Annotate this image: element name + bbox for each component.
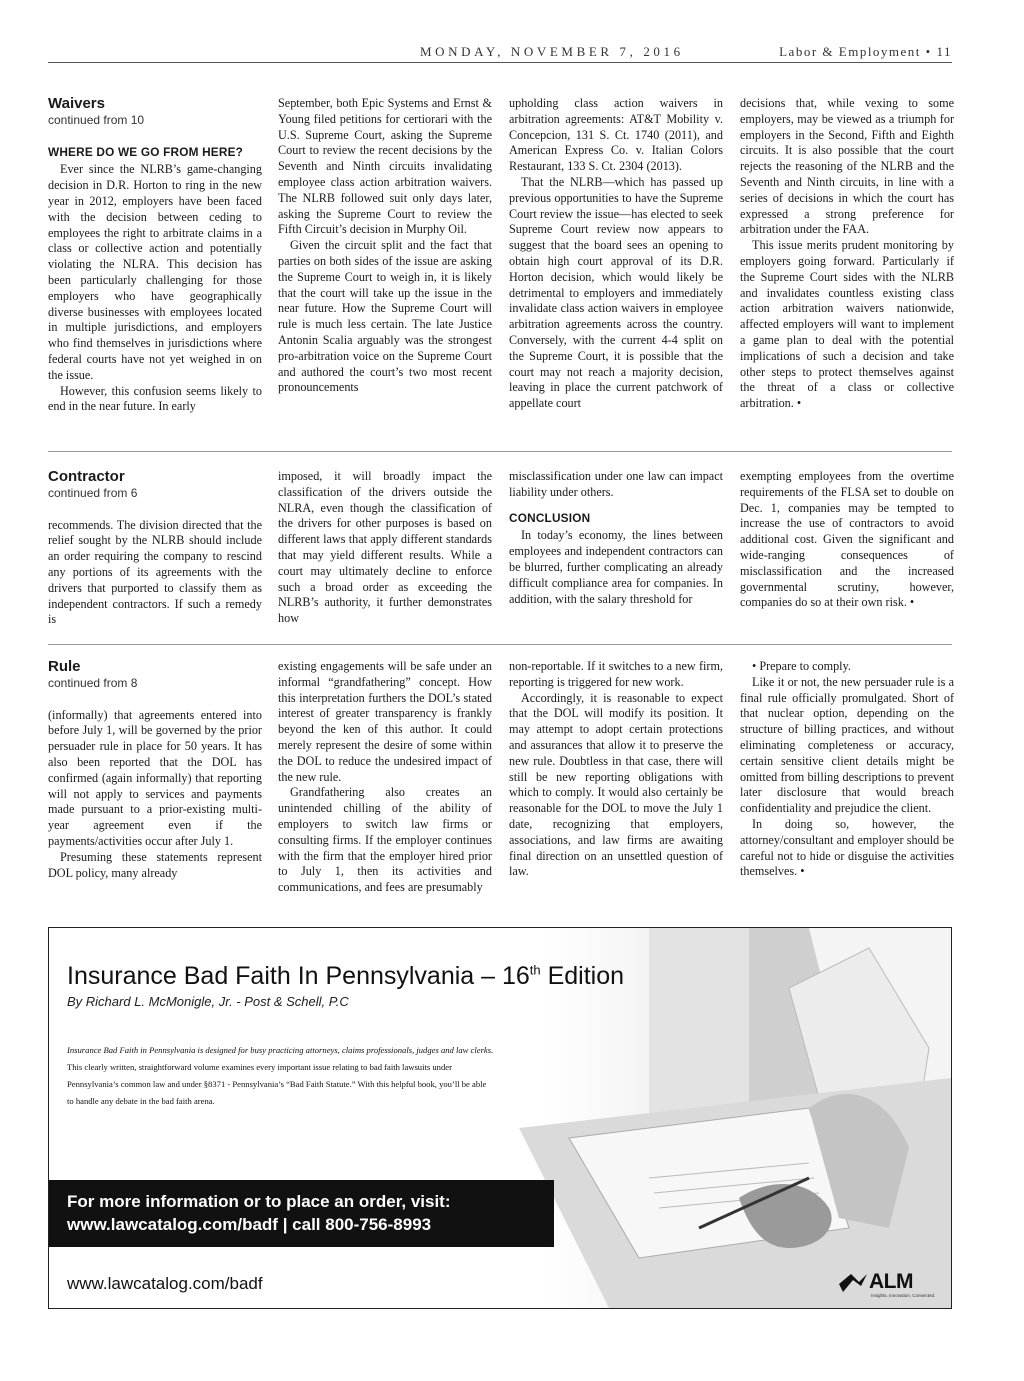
alm-logo-text: ALM (869, 1270, 913, 1293)
paragraph: In doing so, however, the attorney/consultant and employer should be careful not to hide or disguise the activities themselves. • (740, 817, 954, 880)
paragraph: Presuming these statements represent DOL policy, many already (48, 849, 262, 880)
contractor-column-3 (509, 469, 723, 607)
paragraph: Given the circuit split and the fact that parties on both sides of the issue are asking the Supreme Court to weigh in, it is likely that the court will take up the issue in the near future. How the Supreme Court will rule is much less certain. The late Justice Antonin Scalia arguably was the strongest pro-arbitration voice on the Supreme Court and authored the court’s two most recent pronouncements (278, 238, 492, 395)
article-title: Rule (48, 658, 81, 675)
rule-column-3 (509, 659, 723, 880)
section-page-label: Labor & Employment • 11 (779, 44, 952, 59)
paragraph: September, both Epic Systems and Ernst & Young filed petitions for certiorari with the U.S. Supreme Court, asking the Supreme Court to review the recent decisions by the Seventh and Ninth circuits invalidating employee class action arbitration waivers. The NLRB followed suit only days later, asking the Supreme Court to review the Fifth Circuit’s decision in Murphy Oil. (278, 96, 492, 237)
contractor-column-2 (278, 469, 492, 627)
rule-column-4 (740, 659, 954, 880)
paragraph: This issue merits prudent monitoring by employers going forward. Particularly if the Supreme Court sides with the NLRB and invalidates countless existing class action arbitration waivers nationwide, affected employers will want to implement a game plan to deal with the potential implications of such a decision and take other steps to protect themselves against the threat of a class or collective arbitration. • (740, 238, 954, 412)
continued-from: continued from 6 (48, 485, 138, 500)
catalog-url-link[interactable]: www.lawcatalog.com/badf (67, 1274, 263, 1293)
issue-date: MONDAY, NOVEMBER 7, 2016 (420, 44, 684, 59)
paragraph: misclassification under one law can impact liability under others. (509, 469, 723, 499)
paragraph: existing engagements will be safe under an informal “grandfathering” concept. How this interpretation furthers the DOL’s stated interest of greater transparency is frankly beyond the ken of this author. It could merely represent the desire of some within the DOL to reduce the undesired impact of the new rule. (278, 659, 492, 784)
rule-column-1 (48, 659, 262, 881)
book-author: By Richard L. McMonigle, Jr. - Post & Schell, P.C (67, 994, 349, 1009)
book-description (67, 1042, 627, 1110)
article-divider (48, 451, 952, 452)
article-title: Contractor (48, 468, 125, 485)
rule-column-2 (278, 659, 492, 896)
contractor-column-1 (48, 469, 262, 628)
book-advertisement[interactable] (48, 927, 952, 1309)
continued-from: continued from 10 (48, 112, 145, 127)
paragraph: imposed, it will broadly impact the classification of the drivers outside the NLRA, even though the classification of the drivers for other purposes is based on different laws that apply different standards that may yield different results. While a court may ultimately decline to enforce such a broad order as exceeding the NLRB’s authority, it further demonstrates how (278, 469, 492, 626)
order-info-banner[interactable] (49, 1180, 554, 1247)
contractor-column-4 (740, 469, 954, 611)
waivers-column-4 (740, 96, 954, 412)
description-line: Pennsylvania’s common law and under §8371 - Pennsylvania’s “Bad Faith Statute.” With this helpful book, you’ll be able (67, 1079, 487, 1089)
order-contact-line[interactable]: www.lawcatalog.com/badf | call 800-756-8993 (67, 1215, 432, 1234)
bullet-item: • Prepare to comply. (752, 659, 851, 673)
article-title: Waivers (48, 95, 105, 112)
alm-tagline: Insights. Innovation. Connected. (871, 1293, 936, 1298)
paragraph: In today’s economy, the lines between employees and independent contractors can be blurred, further complicating an already difficult compliance area for companies. In addition, with the salary threshold for (509, 528, 723, 606)
paragraph: That the NLRB—which has passed up previous opportunities to have the Supreme Court review the issue—has elected to seek Supreme Court review now appears to suggest that the board sees an opening to obtain high court approval of its D.R. Horton decision, which would likely be detrimental to employers and immediately invalidate class action waivers in employee arbitration agreements across the country. Conversely, with the current 4-4 split on the Supreme Court, it is possible that the court may not reach a majority decision, leaving in place the current patchwork of appellate court (509, 174, 723, 411)
paragraph: upholding class action waivers in arbitration agreements: AT&T Mobility v. Concepcion, 131 S. Ct. 1740 (2011), and American Express Co. v. Italian Colors Restaurant, 133 S. Ct. 2304 (2013). (509, 96, 723, 174)
paragraph: (informally) that agreements entered into before July 1, will be governed by the prior persuader rule in place for 50 years. It has also been reported that the DOL has confirmed (again informally) that reporting will not apply to services and payments made pursuant to a prior-existing multi-year agreement even if the payments/activities occur after July 1. (48, 707, 262, 848)
paragraph: Like it or not, the new persuader rule is a final rule officially promulgated. Short of that nuclear option, depending on the structure of billing practices, and without eliminating completeness or accuracy, certain sensitive client details might be omitted from billing descriptions to prevent later disclosure that would breach confidentiality and prejudice the client. (740, 674, 954, 816)
alm-logo (839, 1270, 939, 1298)
order-info-line: For more information or to place an order, visit: (67, 1192, 451, 1211)
description-line: to handle any debate in the bad faith arena. (67, 1096, 215, 1106)
waivers-column-1 (48, 96, 262, 415)
page-header (48, 40, 952, 63)
paragraph: decisions that, while vexing to some employers, may be viewed as a triumph for employers in the Second, Fifth and Eighth circuits. It is also possible that the court rejects the reasoning of the NLRB and the Seventh and Ninth circuits, in line with a series of decisions in which the court has expressed a strong preference for arbitration under the FAA. (740, 96, 954, 237)
description-line: This clearly written, straightforward volume examines every important issue relating to bad faith lawsuits under (67, 1062, 452, 1072)
paragraph: Accordingly, it is reasonable to expect that the DOL will modify its position. It may attempt to adopt certain protections and assurances that allow it to preserve the new rule. Doubtless in that case, there will still be new reporting obligations with which to comply. It would also certainly be reasonable for the DOL to move the July 1 date, recognizing that employers, associations, and law firms are awaiting final direction on an unsettled question of law. (509, 690, 723, 879)
section-heading: CONCLUSION (509, 510, 591, 525)
continued-from: continued from 8 (48, 675, 138, 690)
paragraph: non-reportable. If it switches to a new firm, reporting is triggered for new work. (509, 659, 723, 689)
waivers-column-2 (278, 96, 492, 396)
book-title: Insurance Bad Faith In Pennsylvania – 16th Edition (67, 962, 625, 990)
paragraph: exempting employees from the overtime requirements of the FLSA set to double on Dec. 1, companies may be tempted to increase the use of contractors to avoid additional cost. Given the significant and wide-ranging consequences of misclassification and the increased governmental scrutiny, however, companies do so at their own risk. • (740, 469, 954, 611)
paragraph: However, this confusion seems likely to end in the near future. In early (48, 383, 262, 414)
paragraph: recommends. The division directed that the relief sought by the NLRB should include an order requiring the company to rescind any portions of its agreements with the drivers that purported to classify them as independent contractors. If such a remedy is (48, 517, 262, 627)
description-line: Insurance Bad Faith in Pennsylvania is designed for busy practicing attorneys, claims professionals, judges and law clerks. (67, 1045, 494, 1055)
article-divider (48, 644, 952, 645)
alm-logo-mark-icon (839, 1272, 869, 1294)
section-heading: WHERE DO WE GO FROM HERE? (48, 144, 244, 159)
paragraph: Ever since the NLRB’s game-changing decision in D.R. Horton to ring in the new year in 2012, employers have been faced with the decision between ceding to employees the right to arbitrate claims in a class or collective action and potentially violating the NLRA. This decision has been particularly challenging for those employers who have geographically diverse businesses with employees located in multiple jurisdictions, and employers who find themselves in jurisdictions where federal courts have not yet weighed in on the issue. (48, 162, 262, 382)
waivers-column-3 (509, 96, 723, 412)
paragraph: Grandfathering also creates an unintended chilling of the ability of employers to switch law firms or consulting firms. If the employer continues with the firm that the employer hired prior to July 1, then its activities and communications, and fees are presumably (278, 785, 492, 895)
